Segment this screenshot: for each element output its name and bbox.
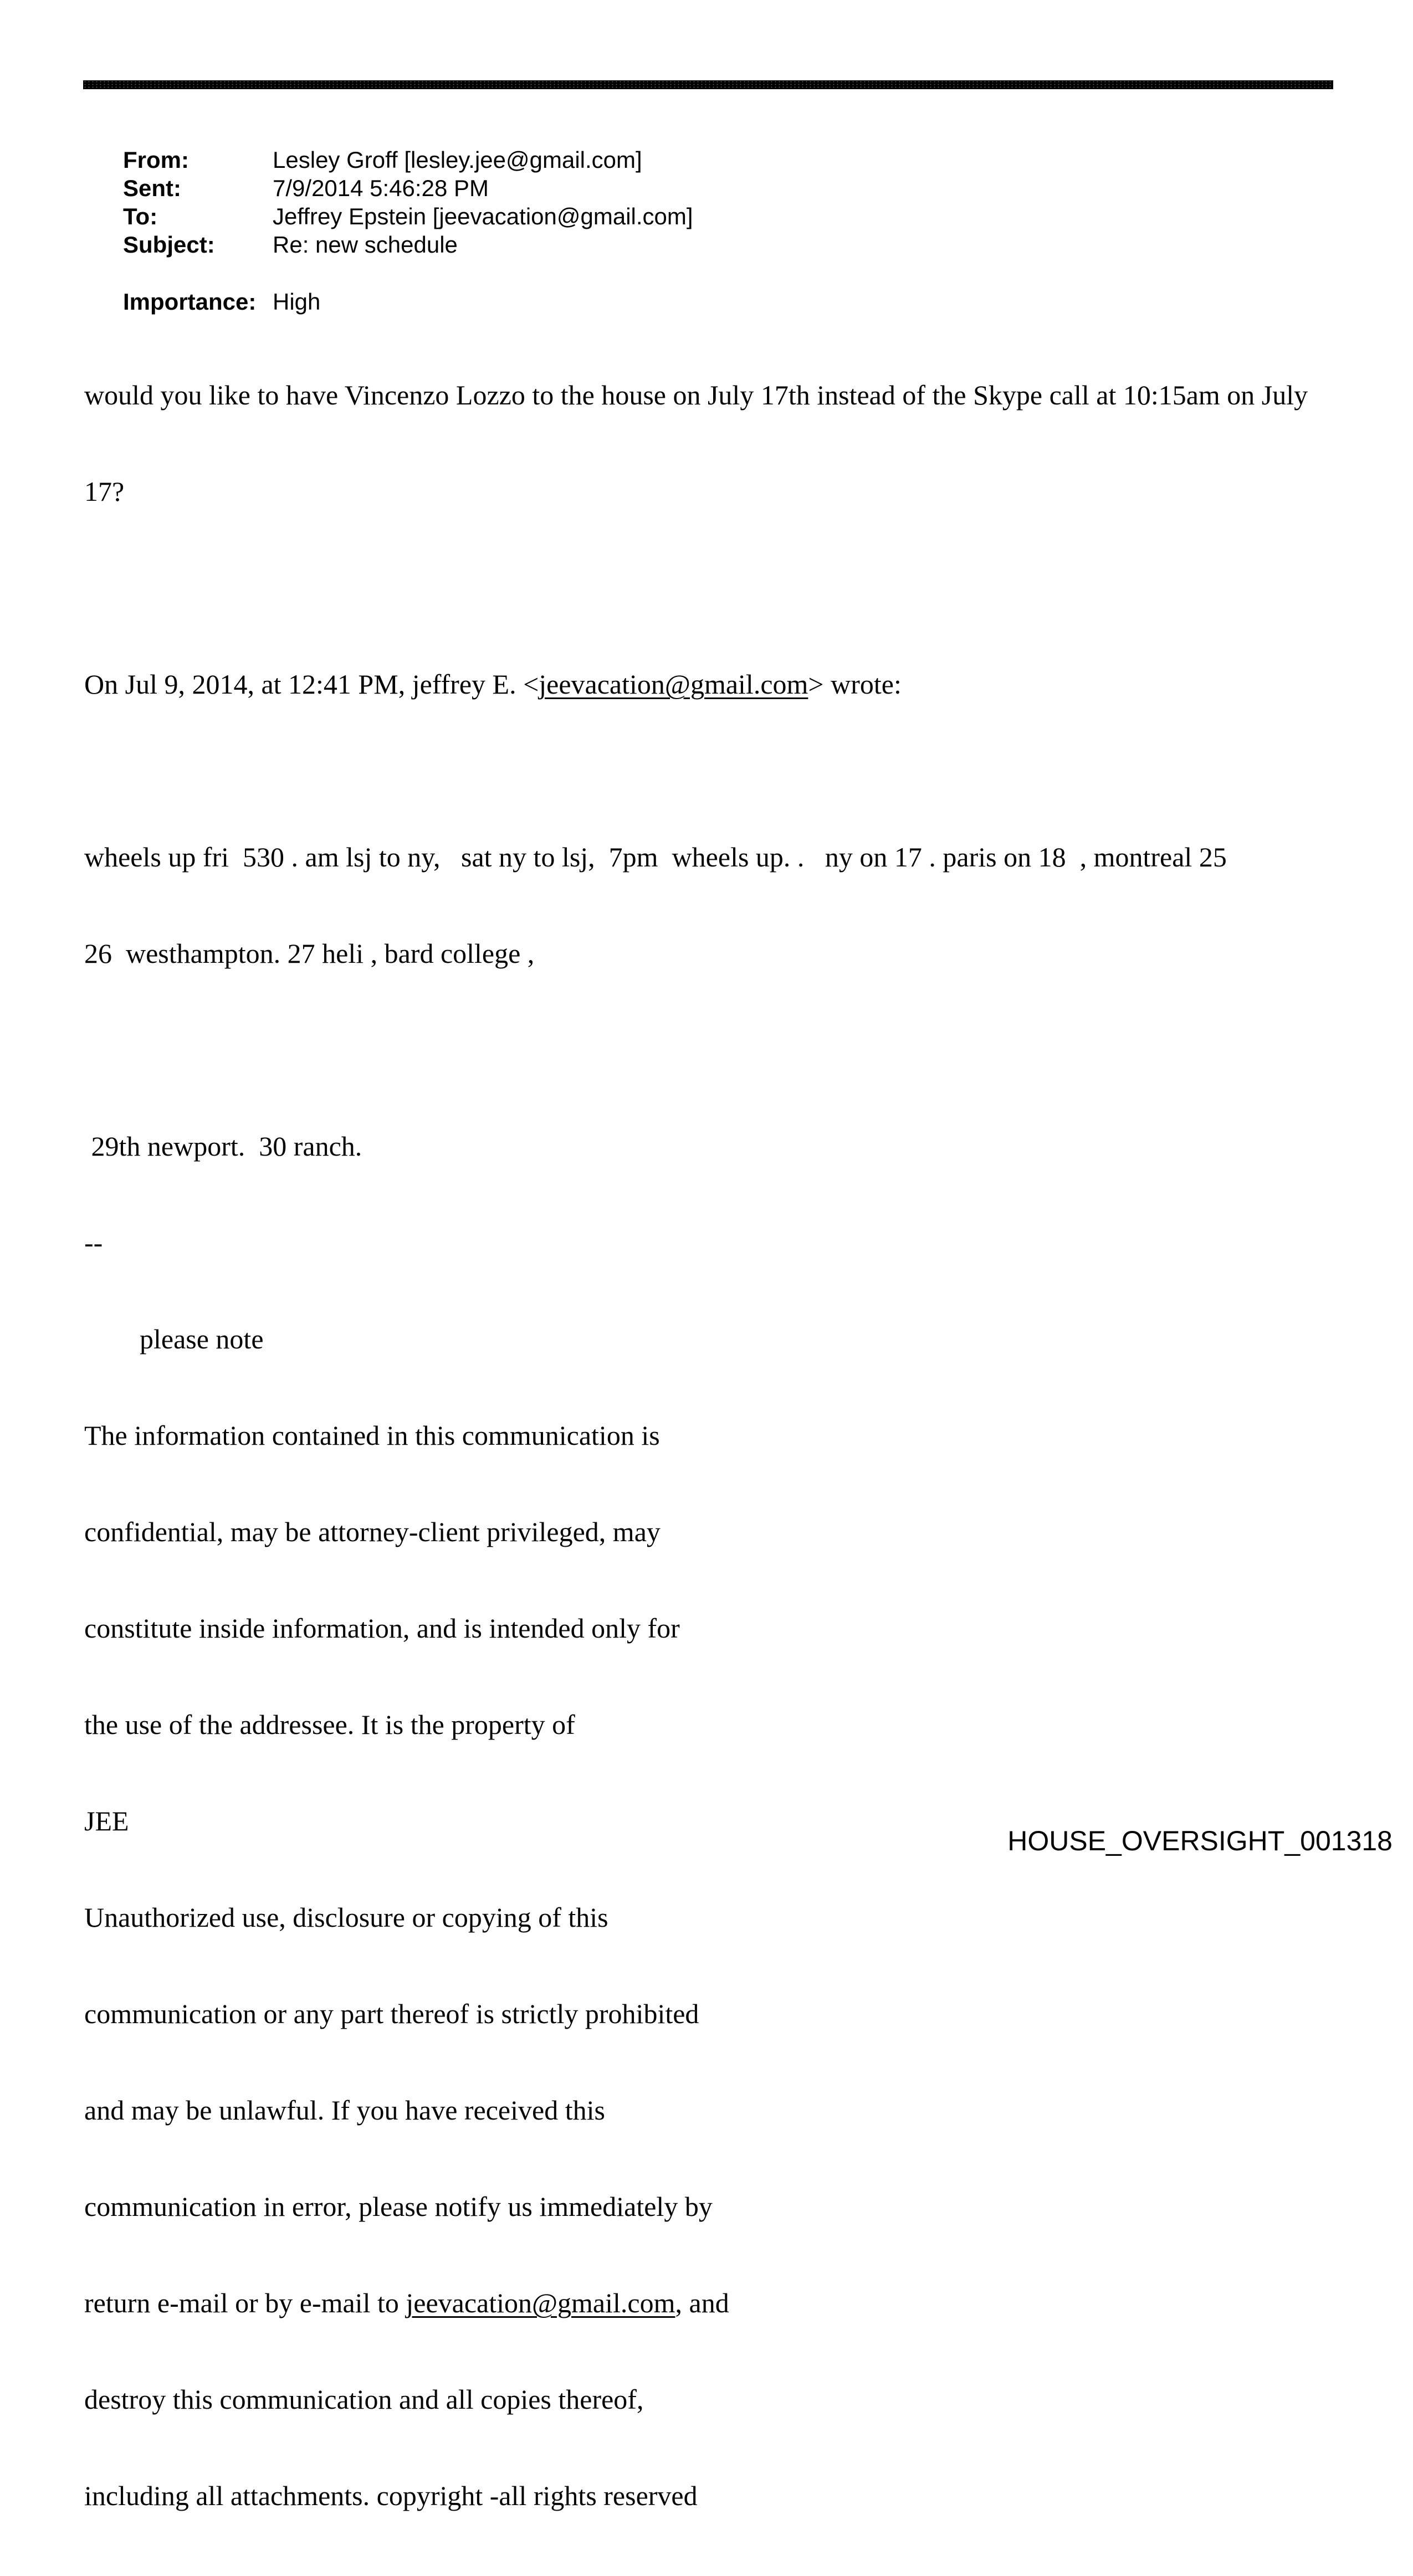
disclaimer-line: the use of the addressee. It is the property of [84, 1709, 575, 1740]
field-label-from: From: [123, 147, 190, 173]
disclaimer-line: and may be unlawful. If you have received this [84, 2095, 605, 2126]
email-header [84, 117, 693, 315]
disclaimer-line: Unauthorized use, disclosure or copying of this [84, 1902, 608, 1933]
disclaimer-line: constitute inside information, and is intended only for [84, 1613, 680, 1644]
bates-number: HOUSE_OVERSIGHT_001318 [1007, 1825, 1392, 1856]
header-field-from [84, 117, 693, 173]
header-divider-rule [83, 80, 1333, 89]
disclaimer-line: communication in error, please notify us immediately by [84, 2191, 713, 2222]
header-field-importance [84, 259, 693, 315]
attribution-text: On Jul 9, 2014, at 12:41 PM, jeffrey E. < [84, 669, 539, 700]
disclaimer-line: JEE [84, 1805, 129, 1836]
disclaimer-text: return e-mail or by e-mail to [84, 2287, 406, 2318]
disclaimer-line: destroy this communication and all copies thereof, [84, 2384, 644, 2415]
message-line: 17? [84, 476, 125, 507]
field-label-importance: Importance: [123, 289, 257, 315]
field-value-importance: High [273, 289, 321, 315]
schedule-line: wheels up fri 530 . am lsj to ny, sat ny to lsj, 7pm wheels up. . ny on 17 . paris on 18 , montreal 25 [84, 841, 1227, 873]
disclaimer-note: please note [140, 1323, 264, 1354]
email-address-underlined: jeevacation@gmail.com [406, 2287, 675, 2318]
field-value-subject: Re: new schedule [273, 232, 458, 258]
blank-line [84, 572, 1375, 604]
disclaimer-line: The information contained in this communication is [84, 1420, 660, 1451]
blank-line [84, 1034, 1375, 1066]
attribution-text: > wrote: [808, 669, 902, 700]
email-address-underlined: jeevacation@gmail.com [539, 669, 808, 700]
field-value-from: Lesley Groff [lesley.jee@gmail.com] [273, 147, 642, 173]
email-body [84, 315, 1375, 2576]
field-label-to: To: [123, 203, 158, 229]
disclaimer-line: including all attachments. copyright -all rights reserved [84, 2480, 698, 2511]
schedule-line: 29th newport. 30 ranch. [84, 1131, 362, 1162]
disclaimer-email-line [84, 2287, 1375, 2319]
field-label-subject: Subject: [123, 232, 215, 258]
disclaimer-text: , and [675, 2287, 729, 2318]
field-value-sent: 7/9/2014 5:46:28 PM [273, 175, 489, 201]
disclaimer-line: confidential, may be attorney-client privileged, may [84, 1516, 661, 1547]
signature-separator: -- [84, 1227, 103, 1258]
disclaimer-line: communication or any part thereof is strictly prohibited [84, 1998, 699, 2029]
field-label-sent: Sent: [123, 175, 182, 201]
field-value-to: Jeffrey Epstein [jeevacation@gmail.com] [273, 203, 693, 229]
message-line: would you like to have Vincenzo Lozzo to the house on July 17th instead of the Skype call at 10:15am on July [84, 379, 1308, 410]
schedule-line: 26 westhampton. 27 heli , bard college , [84, 938, 535, 969]
quoted-email-attribution [84, 668, 1375, 700]
